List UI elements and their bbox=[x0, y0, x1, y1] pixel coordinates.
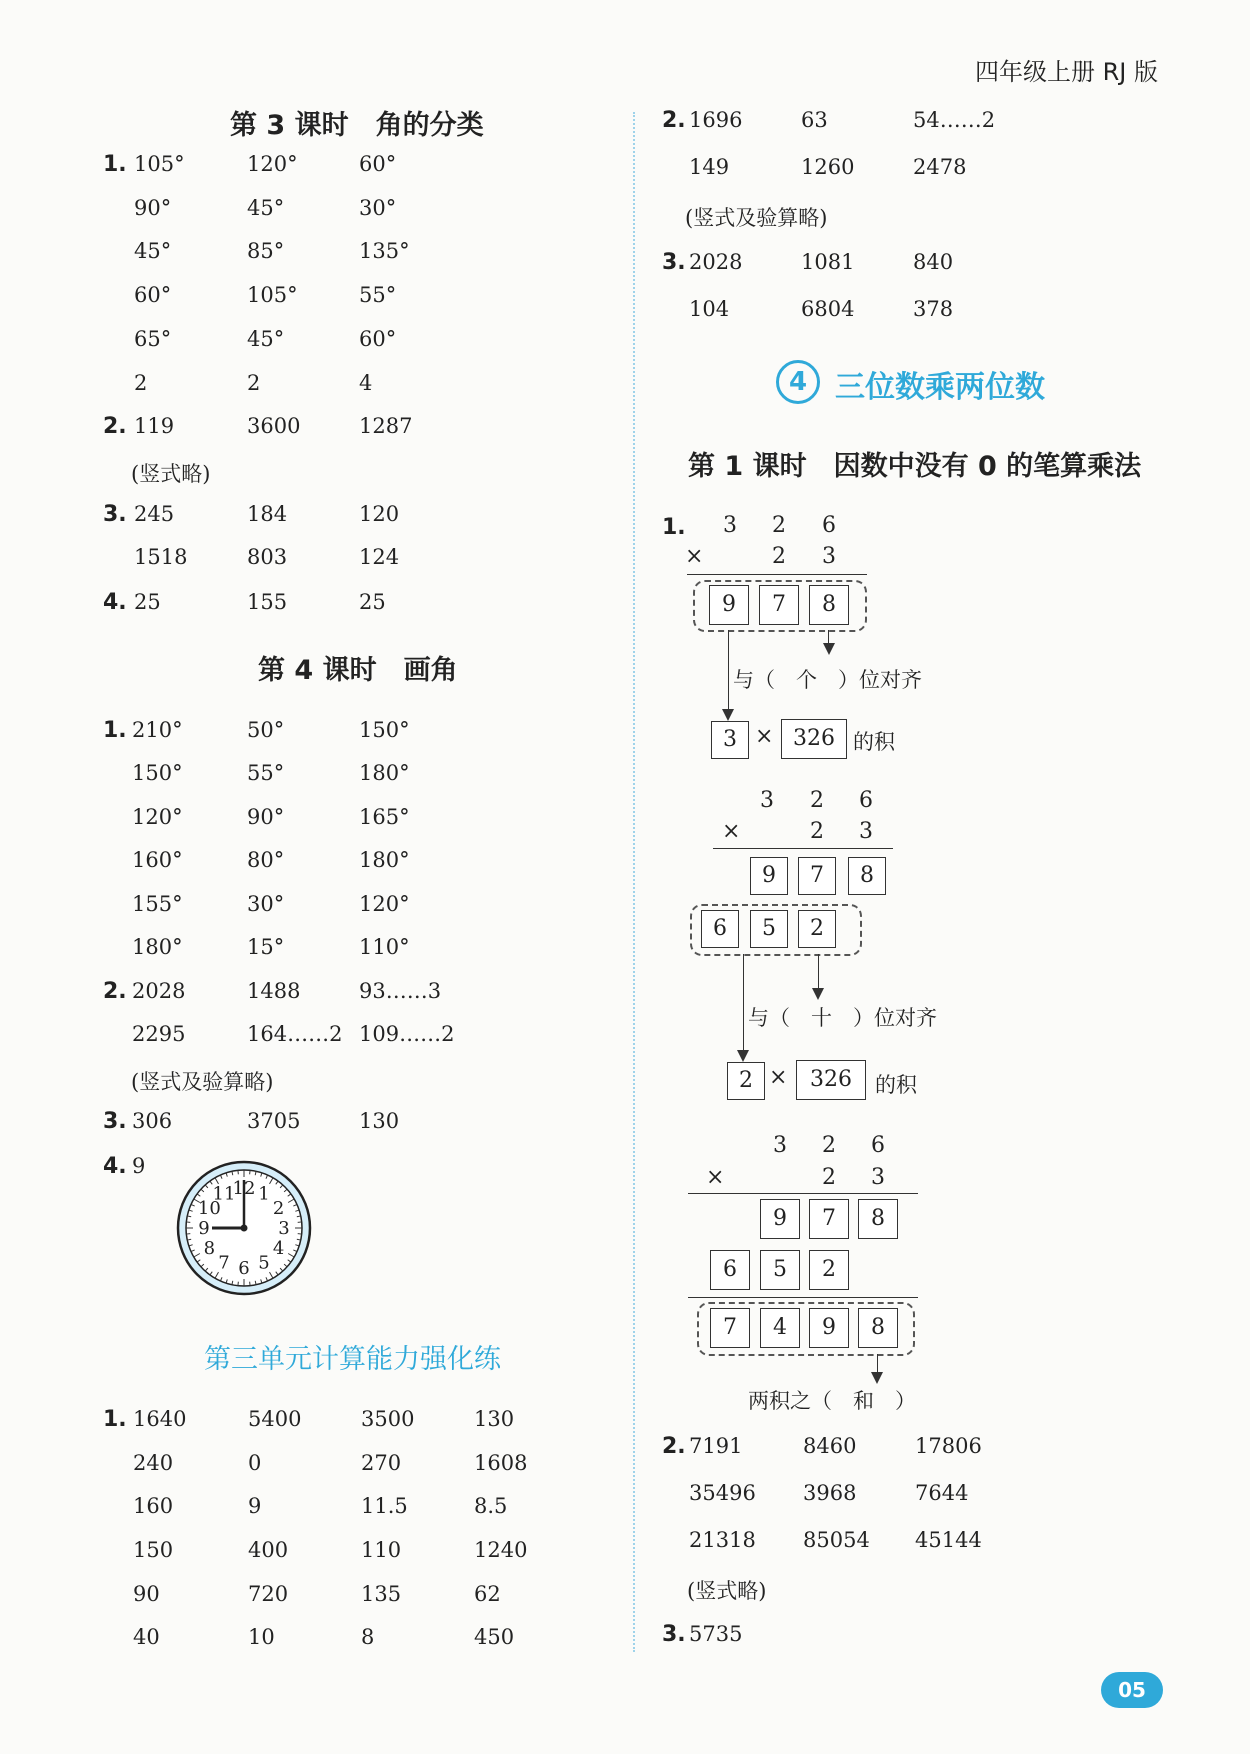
answer-cell: 8 bbox=[361, 1625, 375, 1649]
answer-cell: 90° bbox=[247, 805, 285, 829]
lesson4-title: 第 4 课时 画角 bbox=[258, 655, 458, 686]
answer-cell: 62 bbox=[474, 1582, 501, 1606]
answer-cell: 1518 bbox=[134, 545, 188, 569]
digit-box: 7 bbox=[710, 1308, 750, 1348]
answer-cell: 30° bbox=[359, 196, 397, 220]
digit-box: 8 bbox=[809, 585, 849, 625]
unit-title: 三位数乘两位数 bbox=[835, 370, 1045, 405]
factor-box: 3 bbox=[711, 721, 749, 759]
multiplier-digit: 3 bbox=[822, 544, 836, 569]
answer-cell: 2 bbox=[247, 371, 261, 395]
lesson1-title: 第 1 课时 因数中没有 0 的笔算乘法 bbox=[688, 451, 1142, 482]
clock-face bbox=[174, 1158, 314, 1298]
multiplier-digit: 3 bbox=[859, 819, 873, 844]
answer-cell: 164……2 bbox=[247, 1022, 343, 1046]
multiplier-digit: 3 bbox=[871, 1165, 885, 1190]
multiplicand-digit: 3 bbox=[723, 513, 737, 538]
multiplicand-digit: 2 bbox=[810, 788, 824, 813]
answer-cell: 165° bbox=[359, 805, 410, 829]
clock-number: 1 bbox=[258, 1183, 270, 1205]
answer-cell: 450 bbox=[474, 1625, 515, 1649]
answer-cell: 25 bbox=[359, 590, 386, 614]
answer-cell: 1240 bbox=[474, 1538, 528, 1562]
answer-cell: 378 bbox=[913, 297, 954, 321]
clock-number: 10 bbox=[197, 1198, 221, 1219]
answer-cell: 240 bbox=[133, 1451, 174, 1475]
answer-cell: 85° bbox=[247, 239, 285, 263]
multiplicand-digit: 2 bbox=[822, 1133, 836, 1158]
answer-cell: 0 bbox=[248, 1451, 262, 1475]
answer-cell: 17806 bbox=[915, 1434, 982, 1458]
answer-cell: 120° bbox=[247, 152, 298, 176]
omitted-note: (竖式略) bbox=[687, 1579, 767, 1603]
question-number: 1. bbox=[103, 1407, 127, 1432]
column-divider bbox=[633, 112, 635, 1652]
answer-cell: 105° bbox=[134, 152, 185, 176]
answer-cell: 5735 bbox=[689, 1622, 743, 1646]
answer-cell: 3500 bbox=[361, 1407, 415, 1431]
drill-title: 第三单元计算能力强化练 bbox=[204, 1344, 501, 1375]
sum-text: 两积之（ 和 ） bbox=[748, 1389, 916, 1413]
answer-cell: 45° bbox=[134, 239, 172, 263]
question-number: 2. bbox=[662, 1434, 686, 1459]
answer-cell: 180° bbox=[359, 761, 410, 785]
arrow-head bbox=[823, 643, 835, 655]
answer-cell: 120 bbox=[359, 502, 400, 526]
question-number: 1. bbox=[662, 515, 686, 540]
answer-cell: 80° bbox=[247, 848, 285, 872]
answer-cell: 50° bbox=[247, 718, 285, 742]
arrow-head bbox=[871, 1372, 883, 1384]
page-number: 05 bbox=[1101, 1672, 1163, 1708]
answer-cell: 35496 bbox=[689, 1481, 756, 1505]
answer-cell: 160 bbox=[133, 1494, 174, 1518]
answer-cell: 124 bbox=[359, 545, 400, 569]
answer-cell: 109……2 bbox=[359, 1022, 455, 1046]
answer-cell: 8.5 bbox=[474, 1494, 508, 1518]
question-number: 1. bbox=[103, 152, 127, 177]
answer-cell: 2478 bbox=[913, 155, 967, 179]
omitted-note: (竖式略) bbox=[131, 462, 211, 486]
question-number: 3. bbox=[103, 1109, 127, 1134]
answer-cell: 160° bbox=[132, 848, 183, 872]
answer-cell: 6804 bbox=[801, 297, 855, 321]
answer-cell: 8460 bbox=[803, 1434, 857, 1458]
grade-edition-label: 四年级上册 RJ 版 bbox=[975, 58, 1159, 86]
times-sign: × bbox=[769, 1065, 788, 1090]
digit-box: 7 bbox=[809, 1199, 849, 1239]
times-sign: × bbox=[685, 544, 704, 569]
multiplicand-digit: 3 bbox=[760, 788, 774, 813]
question-number: 2. bbox=[103, 414, 127, 439]
product-of-label: 的积 bbox=[853, 730, 895, 754]
answer-cell: 9 bbox=[132, 1154, 146, 1178]
answer-cell: 245 bbox=[134, 502, 175, 526]
arrow-line bbox=[877, 1354, 878, 1374]
answer-cell: 10 bbox=[248, 1625, 275, 1649]
answer-cell: 30° bbox=[247, 892, 285, 916]
answer-cell: 210° bbox=[132, 718, 183, 742]
question-number: 3. bbox=[103, 502, 127, 527]
answer-cell: 3968 bbox=[803, 1481, 857, 1505]
answer-cell: 60° bbox=[359, 327, 397, 351]
operand-box: 326 bbox=[796, 1060, 866, 1100]
answer-cell: 1696 bbox=[689, 108, 743, 132]
digit-box: 9 bbox=[750, 857, 788, 895]
align-text: 与（ 个 ）位对齐 bbox=[733, 668, 922, 692]
align-text: 与（ 十 ）位对齐 bbox=[748, 1006, 937, 1030]
digit-box: 5 bbox=[760, 1250, 800, 1290]
multiplicand-digit: 6 bbox=[859, 788, 873, 813]
factor-box: 2 bbox=[727, 1062, 765, 1100]
rule-line bbox=[713, 848, 893, 849]
times-sign: × bbox=[722, 819, 741, 844]
answer-cell: 270 bbox=[361, 1451, 402, 1475]
operand-box: 326 bbox=[781, 719, 847, 759]
answer-cell: 93……3 bbox=[359, 979, 442, 1003]
answer-cell: 120° bbox=[132, 805, 183, 829]
answer-cell: 155° bbox=[132, 892, 183, 916]
answer-cell: 130 bbox=[474, 1407, 515, 1431]
answer-cell: 60° bbox=[134, 283, 172, 307]
answer-cell: 184 bbox=[247, 502, 288, 526]
arrow-line bbox=[818, 954, 819, 990]
answer-cell: 1260 bbox=[801, 155, 855, 179]
answer-cell: 180° bbox=[132, 935, 183, 959]
answer-cell: 55° bbox=[247, 761, 285, 785]
answer-cell: 3705 bbox=[247, 1109, 301, 1133]
answer-cell: 840 bbox=[913, 250, 954, 274]
digit-box: 9 bbox=[809, 1308, 849, 1348]
answer-cell: 9 bbox=[248, 1494, 262, 1518]
answer-cell: 135 bbox=[361, 1582, 402, 1606]
arrow-line bbox=[728, 630, 729, 710]
multiplier-digit: 2 bbox=[772, 544, 786, 569]
unit-number-badge: 4 bbox=[776, 360, 820, 404]
answer-cell: 63 bbox=[801, 108, 828, 132]
answer-cell: 2028 bbox=[132, 979, 186, 1003]
digit-box: 2 bbox=[798, 910, 836, 948]
question-number: 3. bbox=[662, 1622, 686, 1647]
omitted-note: (竖式及验算略) bbox=[685, 206, 828, 230]
answer-cell: 55° bbox=[359, 283, 397, 307]
question-number: 4. bbox=[103, 590, 127, 615]
multiplier-digit: 2 bbox=[810, 819, 824, 844]
digit-box: 8 bbox=[858, 1199, 898, 1239]
answer-cell: 45° bbox=[247, 196, 285, 220]
answer-cell: 1287 bbox=[359, 414, 413, 438]
times-sign: × bbox=[755, 724, 774, 749]
answer-cell: 803 bbox=[247, 545, 288, 569]
answer-cell: 1640 bbox=[133, 1407, 187, 1431]
question-number: 2. bbox=[662, 108, 686, 133]
answer-cell: 40 bbox=[133, 1625, 160, 1649]
answer-cell: 45° bbox=[247, 327, 285, 351]
multiplicand-digit: 6 bbox=[822, 513, 836, 538]
clock-number: 2 bbox=[272, 1198, 285, 1219]
question-number: 4. bbox=[103, 1154, 127, 1179]
digit-box: 5 bbox=[750, 910, 788, 948]
answer-cell: 120° bbox=[359, 892, 410, 916]
answer-cell: 2295 bbox=[132, 1022, 186, 1046]
answer-cell: 130 bbox=[359, 1109, 400, 1133]
digit-box: 7 bbox=[798, 857, 836, 895]
multiplicand-digit: 6 bbox=[871, 1133, 885, 1158]
answer-cell: 104 bbox=[689, 297, 730, 321]
answer-cell: 85054 bbox=[803, 1528, 870, 1552]
lesson3-title: 第 3 课时 角的分类 bbox=[230, 110, 484, 141]
answer-cell: 119 bbox=[134, 414, 175, 438]
arrow-head bbox=[812, 988, 824, 1000]
answer-cell: 1488 bbox=[247, 979, 301, 1003]
rule-line bbox=[688, 1193, 918, 1194]
answer-cell: 7644 bbox=[915, 1481, 969, 1505]
answer-cell: 11.5 bbox=[361, 1494, 408, 1518]
question-number: 2. bbox=[103, 979, 127, 1004]
rule-line bbox=[688, 1297, 918, 1298]
clock-center bbox=[241, 1225, 248, 1232]
answer-cell: 4 bbox=[359, 371, 373, 395]
digit-box: 9 bbox=[709, 585, 749, 625]
answer-cell: 150 bbox=[133, 1538, 174, 1562]
answer-cell: 21318 bbox=[689, 1528, 756, 1552]
clock-number: 3 bbox=[278, 1218, 290, 1239]
answer-cell: 65° bbox=[134, 327, 172, 351]
multiplicand-digit: 2 bbox=[772, 513, 786, 538]
times-sign: × bbox=[706, 1165, 725, 1190]
digit-box: 8 bbox=[858, 1308, 898, 1348]
clock-number: 9 bbox=[198, 1218, 210, 1239]
arrow-line bbox=[828, 630, 829, 644]
digit-box: 6 bbox=[701, 910, 739, 948]
question-number: 3. bbox=[662, 250, 686, 275]
answer-cell: 90° bbox=[134, 196, 172, 220]
answer-cell: 1608 bbox=[474, 1451, 528, 1475]
clock-number: 6 bbox=[238, 1258, 250, 1279]
digit-box: 9 bbox=[760, 1199, 800, 1239]
digit-box: 7 bbox=[759, 585, 799, 625]
clock-number: 11 bbox=[212, 1183, 236, 1205]
answer-cell: 5400 bbox=[248, 1407, 302, 1431]
answer-cell: 25 bbox=[134, 590, 161, 614]
answer-cell: 150° bbox=[132, 761, 183, 785]
answer-cell: 105° bbox=[247, 283, 298, 307]
arrow-head bbox=[737, 1050, 749, 1062]
digit-box: 2 bbox=[809, 1250, 849, 1290]
multiplier-digit: 2 bbox=[822, 1165, 836, 1190]
multiplicand-digit: 3 bbox=[773, 1133, 787, 1158]
question-number: 1. bbox=[103, 718, 127, 743]
clock-number: 8 bbox=[203, 1238, 216, 1259]
answer-cell: 135° bbox=[359, 239, 410, 263]
answer-cell: 150° bbox=[359, 718, 410, 742]
answer-cell: 110° bbox=[359, 935, 410, 959]
answer-cell: 110 bbox=[361, 1538, 402, 1562]
arrow-head bbox=[722, 709, 734, 721]
clock-number: 4 bbox=[272, 1238, 285, 1259]
answer-cell: 45144 bbox=[915, 1528, 982, 1552]
clock-number: 7 bbox=[218, 1252, 230, 1274]
answer-cell: 7191 bbox=[689, 1434, 743, 1458]
omitted-note: (竖式及验算略) bbox=[131, 1070, 274, 1094]
answer-cell: 720 bbox=[248, 1582, 289, 1606]
answer-cell: 1081 bbox=[801, 250, 855, 274]
clock-number: 12 bbox=[232, 1178, 256, 1199]
answer-cell: 90 bbox=[133, 1582, 160, 1606]
rule-line bbox=[687, 574, 867, 575]
answer-cell: 2 bbox=[134, 371, 148, 395]
answer-cell: 400 bbox=[248, 1538, 289, 1562]
answer-cell: 3600 bbox=[247, 414, 301, 438]
answer-cell: 180° bbox=[359, 848, 410, 872]
answer-cell: 60° bbox=[359, 152, 397, 176]
answer-cell: 149 bbox=[689, 155, 730, 179]
digit-box: 4 bbox=[760, 1308, 800, 1348]
answer-cell: 306 bbox=[132, 1109, 173, 1133]
answer-cell: 54……2 bbox=[913, 108, 996, 132]
answer-cell: 15° bbox=[247, 935, 285, 959]
clock-number: 5 bbox=[258, 1252, 270, 1274]
answer-cell: 155 bbox=[247, 590, 288, 614]
product-of-label: 的积 bbox=[875, 1073, 917, 1097]
arrow-line bbox=[743, 954, 744, 1052]
digit-box: 6 bbox=[710, 1250, 750, 1290]
digit-box: 8 bbox=[848, 857, 886, 895]
answer-cell: 2028 bbox=[689, 250, 743, 274]
